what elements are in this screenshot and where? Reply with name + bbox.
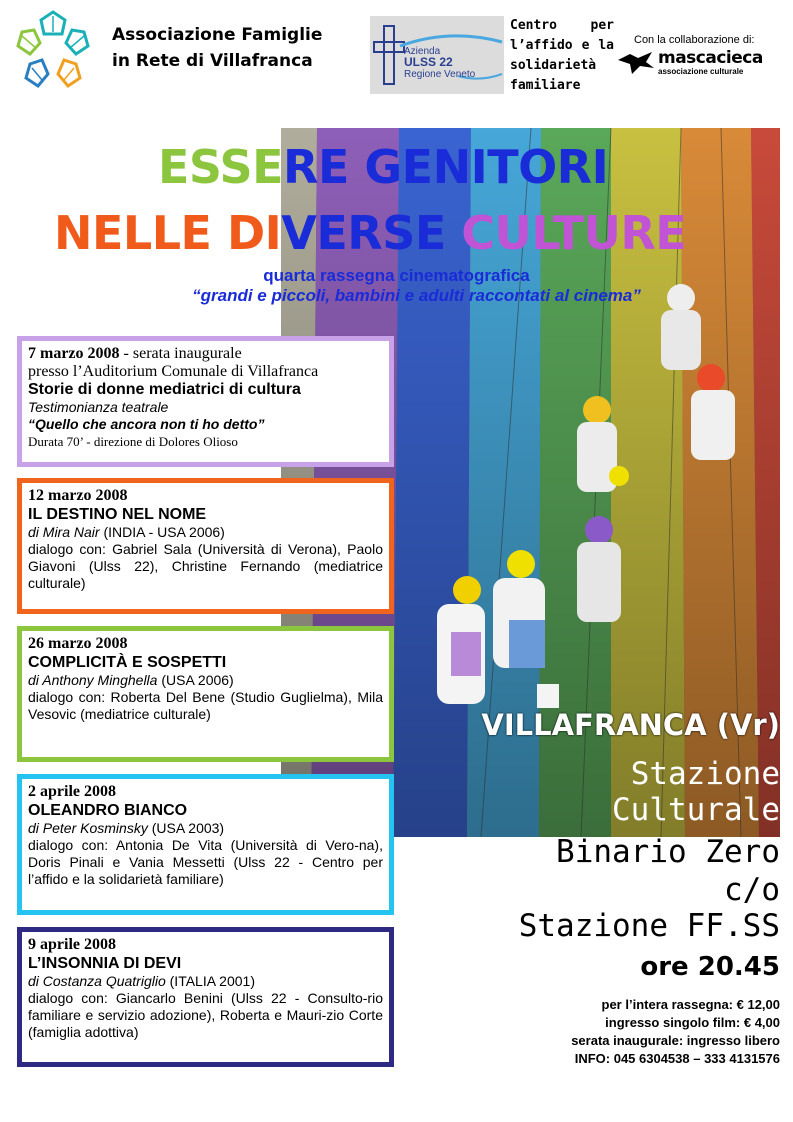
title-line-2-orange: NELLE DI xyxy=(54,206,282,260)
title-line-1-green: ESSE xyxy=(158,140,284,194)
contact-info: INFO: 045 6304538 – 333 4131576 xyxy=(574,1051,780,1066)
association-logo xyxy=(10,10,96,98)
event-3-dialogue: dialogo con: Roberta Del Bene (Studio Guglielma), Mila Vesovic (mediatrice culturale) xyxy=(28,689,383,722)
ulss-line-1: Azienda xyxy=(404,46,441,57)
title-line-1-blue: RE GENITORI xyxy=(283,140,609,194)
event-1-quote: “Quello che ancora non ti ho detto” xyxy=(28,416,265,432)
title-line-2 xyxy=(54,206,686,260)
event-5-date: 9 aprile 2008 xyxy=(28,936,116,953)
event-3-director-line xyxy=(28,672,383,689)
event-4-dialogue: dialogo con: Antonia De Vita (Università di Vero-na), Doris Pinali e Vania Messetti (Ulss 22 - Centro per l’affido e la solidarietà familiare) xyxy=(28,837,383,887)
association-line-2: in Rete di Villafranca xyxy=(112,51,313,71)
event-3-director: di Anthony Minghella xyxy=(28,672,158,688)
event-2-film: IL DESTINO NEL NOME xyxy=(28,506,207,523)
title-line-2-blue: VERSE xyxy=(281,206,462,260)
event-1-date: 7 marzo 2008 xyxy=(28,345,120,362)
web-icon xyxy=(18,12,88,86)
mascacieca-subtitle: associazione culturale xyxy=(658,67,744,76)
event-box-5 xyxy=(17,927,394,1067)
event-1-film: Storie di donne mediatrici di cultura xyxy=(28,381,301,398)
event-box-3 xyxy=(17,626,394,762)
price-full: per l’intera rassegna: € 12,00 xyxy=(601,997,780,1012)
venue-line-2: Culturale xyxy=(612,792,780,828)
event-5-director-extra: (ITALIA 2001) xyxy=(165,973,255,989)
ulss-logo xyxy=(370,16,504,94)
event-time: ore 20.45 xyxy=(640,952,780,982)
subtitle-line-2: “grandi e piccoli, bambini e adulti raccontati al cinema” xyxy=(192,286,641,305)
venue-line-5: Stazione FF.SS xyxy=(518,908,780,944)
event-2-date: 12 marzo 2008 xyxy=(28,487,128,504)
event-4-director-line xyxy=(28,820,383,837)
association-name xyxy=(112,22,322,74)
event-5-director: di Costanza Quatriglio xyxy=(28,973,166,989)
event-1-date-suffix: - serata inaugurale xyxy=(119,345,242,362)
event-5-film: L’INSONNIA DI DEVI xyxy=(28,955,182,972)
venue-line-1: Stazione xyxy=(630,756,780,792)
event-3-film: COMPLICITÀ E SOSPETTI xyxy=(28,654,227,671)
event-box-4 xyxy=(17,774,394,915)
event-2-dialogue: dialogo con: Gabriel Sala (Università di Verona), Paolo Giavoni (Ulss 22), Christine Fernando (mediatrice culturale) xyxy=(28,541,383,591)
event-2-director-extra: (INDIA - USA 2006) xyxy=(99,524,225,540)
price-single: ingresso singolo film: € 4,00 xyxy=(605,1015,780,1030)
subtitle xyxy=(0,266,793,306)
centro-line-2: l’affido e la xyxy=(510,38,614,53)
association-line-1: Associazione Famiglie xyxy=(112,25,323,45)
event-box-2 xyxy=(17,478,394,614)
centro-line-3: solidarietà xyxy=(510,58,597,73)
title-line-2-purple: CULTURE xyxy=(461,206,687,260)
mascacieca-name: mascacieca xyxy=(658,48,763,68)
event-3-director-extra: (USA 2006) xyxy=(157,672,234,688)
centro-affido xyxy=(510,16,614,96)
mascacieca-logo xyxy=(616,48,776,78)
ulss-text xyxy=(404,46,475,80)
venue-city: VILLAFRANCA (Vr) xyxy=(481,708,780,742)
centro-line-4: familiare xyxy=(510,78,581,93)
event-4-director: di Peter Kosminsky xyxy=(28,820,148,836)
event-4-director-extra: (USA 2003) xyxy=(147,820,225,836)
event-5-director-line xyxy=(28,973,383,990)
ulss-line-2: ULSS 22 xyxy=(404,55,453,69)
event-1-venue: presso l’Auditorium Comunale di Villafranca xyxy=(28,363,319,380)
venue-line-4: c/o xyxy=(724,872,780,908)
opening-entry: serata inaugurale: ingresso libero xyxy=(571,1033,780,1048)
title-line-1 xyxy=(158,140,608,194)
event-1-date-line xyxy=(28,344,383,363)
subtitle-line-1: quarta rassegna cinematografica xyxy=(263,266,530,285)
event-2-director-line xyxy=(28,524,383,541)
event-1-duration: Durata 70’ - direzione di Dolores Olioso xyxy=(28,434,238,449)
fly-icon xyxy=(616,48,656,78)
centro-line-1: Centro per xyxy=(510,18,614,33)
event-box-1 xyxy=(17,336,394,467)
event-2-director: di Mira Nair xyxy=(28,524,100,540)
event-1-type: Testimonianza teatrale xyxy=(28,399,169,415)
event-5-dialogue: dialogo con: Giancarlo Benini (Ulss 22 - Consulto-rio familiare e servizio adozione), Roberta e Mauri-zio Corte (famiglia adottiva) xyxy=(28,990,383,1040)
collaboration-label: Con la collaborazione di: xyxy=(634,34,755,46)
event-4-date: 2 aprile 2008 xyxy=(28,783,116,800)
venue-line-3: Binario Zero xyxy=(556,834,780,870)
ticket-info xyxy=(571,996,780,1068)
event-3-date: 26 marzo 2008 xyxy=(28,635,128,652)
ulss-line-3: Regione Veneto xyxy=(404,69,476,80)
event-4-film: OLEANDRO BIANCO xyxy=(28,802,188,819)
